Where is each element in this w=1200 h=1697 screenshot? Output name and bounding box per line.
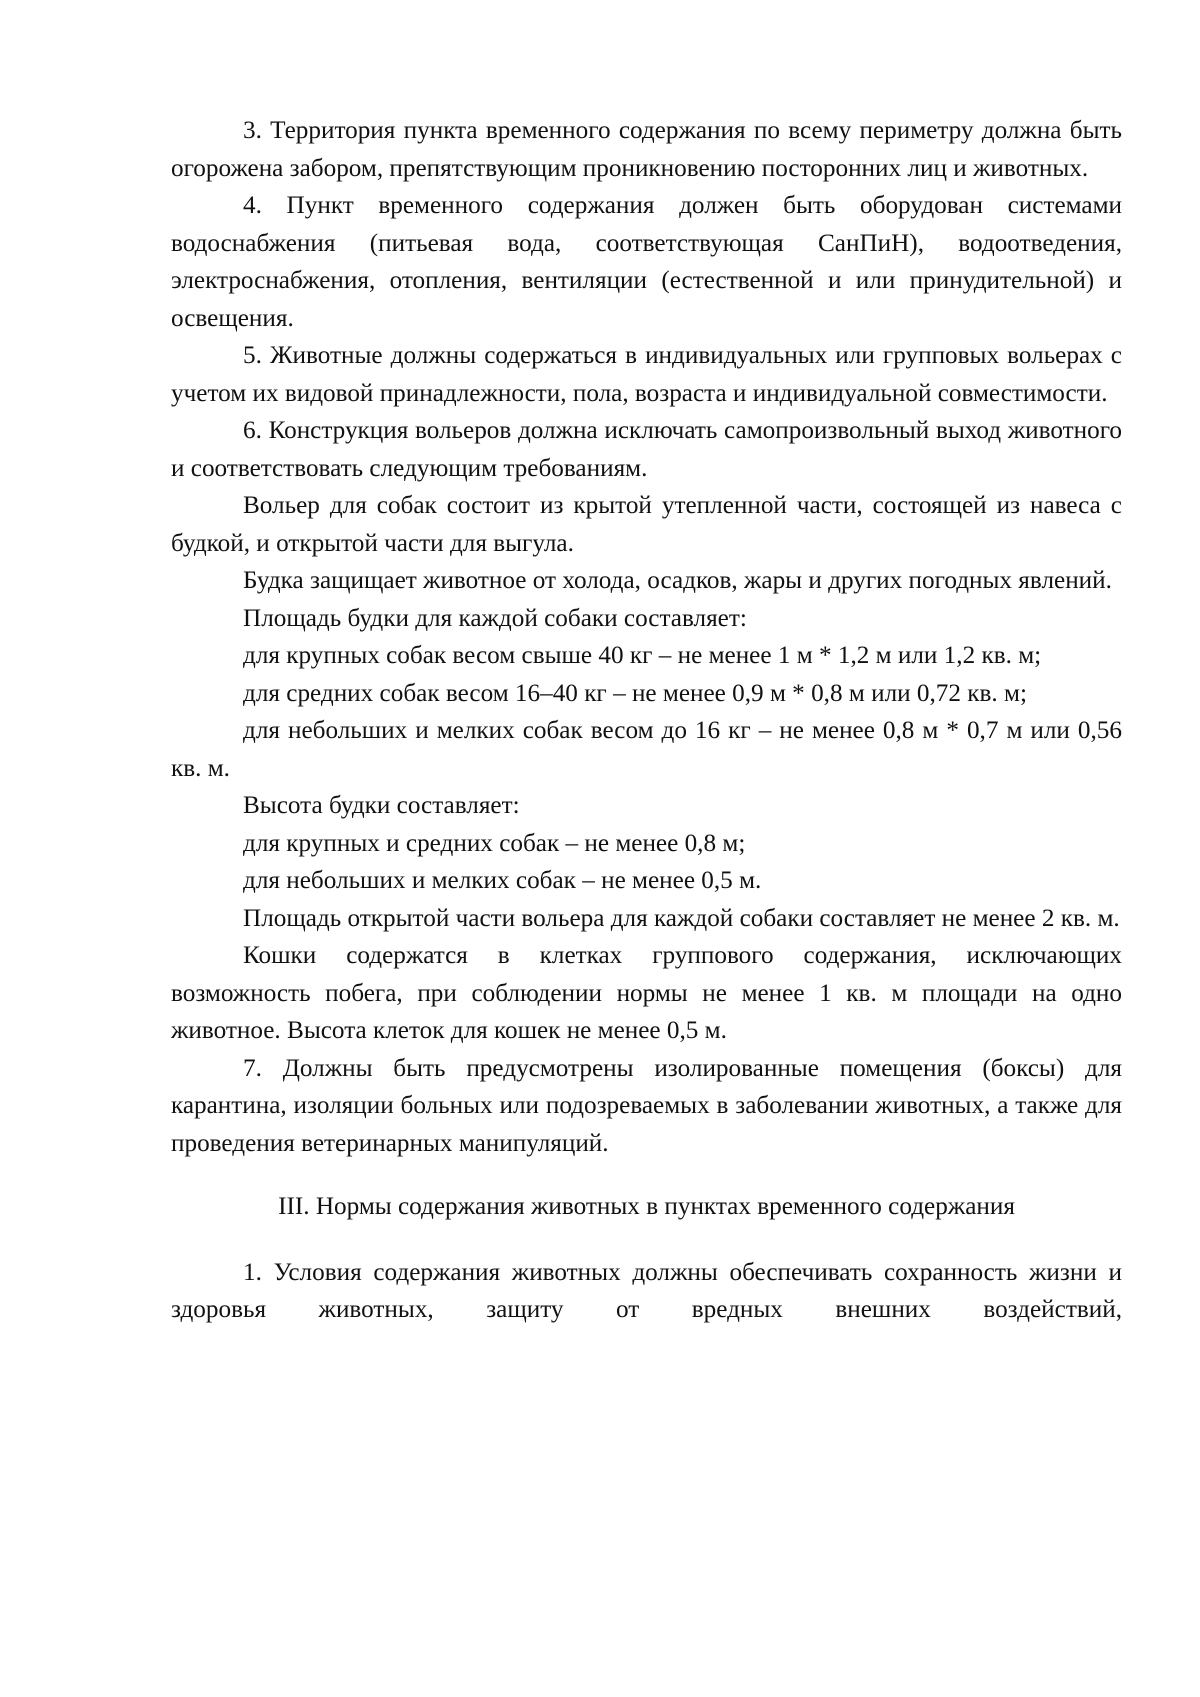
paragraph-kennel-protection: Будка защищает животное от холода, осадков, жары и других погодных явлений. <box>243 567 1112 594</box>
paragraph-territory-fence: 3. Территория пункта временного содержания по всему периметру должна быть огорожена забором, препятствующим проникновению посторонних лиц и животных. <box>171 117 1122 182</box>
paragraph-kennel-area-intro: Площадь будки для каждой собаки составляет: <box>243 604 747 632</box>
paragraph-utilities: 4. Пункт временного содержания должен быть оборудован системами водоснабжения (питьевая вода, соответствующая СанПиН), водоотведения, электроснабжения, отопления, вентиляции (естественной и или принудительной) и освещения. <box>171 192 1122 332</box>
paragraph-kennel-height-intro: Высота будки составляет: <box>243 792 520 819</box>
paragraph-kennel-height-large: для крупных и средних собак – не менее 0,8 м; <box>243 829 746 857</box>
paragraph-kennel-area-small: для небольших и мелких собак весом до 16 кг – не менее 0,8 м * 0,7 м или 0,56 кв. м. <box>171 717 1122 782</box>
paragraph-conditions: 1. Условия содержания животных должны обеспечивать сохранность жизни и здоровья животных, защиту от вредных внешних воздействий, <box>171 1258 1122 1323</box>
paragraph-kennel-area-medium: для средних собак весом 16–40 кг – не менее 0,9 м * 0,8 м или 0,72 кв. м; <box>243 679 1027 707</box>
paragraph-dog-enclosure: Вольер для собак состоит из крытой утепленной части, состоящей из навеса с будкой, и открытой части для выгула. <box>171 492 1122 557</box>
paragraph-enclosures: 5. Животные должны содержаться в индивидуальных или групповых вольерах с учетом их видовой принадлежности, пола, возраста и индивидуальной совместимости. <box>171 342 1122 407</box>
paragraph-kennel-area-large: для крупных собак весом свыше 40 кг – не менее 1 м * 1,2 м или 1,2 кв. м; <box>243 642 1042 669</box>
section-title: III. Нормы содержания животных в пунктах временного содержания <box>278 1193 1015 1220</box>
paragraph-enclosure-construction: 6. Конструкция вольеров должна исключать самопроизвольный выход животного и соответствовать следующим требованиям. <box>171 417 1122 482</box>
paragraph-quarantine: 7. Должны быть предусмотрены изолированные помещения (боксы) для карантина, изоляции больных или подозреваемых в заболевании животных, а также для проведения ветеринарных манипуляций. <box>171 1054 1122 1157</box>
paragraph-cats: Кошки содержатся в клетках группового содержания, исключающих возможность побега, при соблюдении нормы не менее 1 кв. м площади на одно животное. Высота клеток для кошек не менее 0,5 м. <box>171 942 1122 1044</box>
paragraph-open-area: Площадь открытой части вольера для каждой собаки составляет не менее 2 кв. м. <box>243 904 1120 932</box>
paragraph-kennel-height-small: для небольших и мелких собак – не менее 0,5 м. <box>243 867 762 894</box>
